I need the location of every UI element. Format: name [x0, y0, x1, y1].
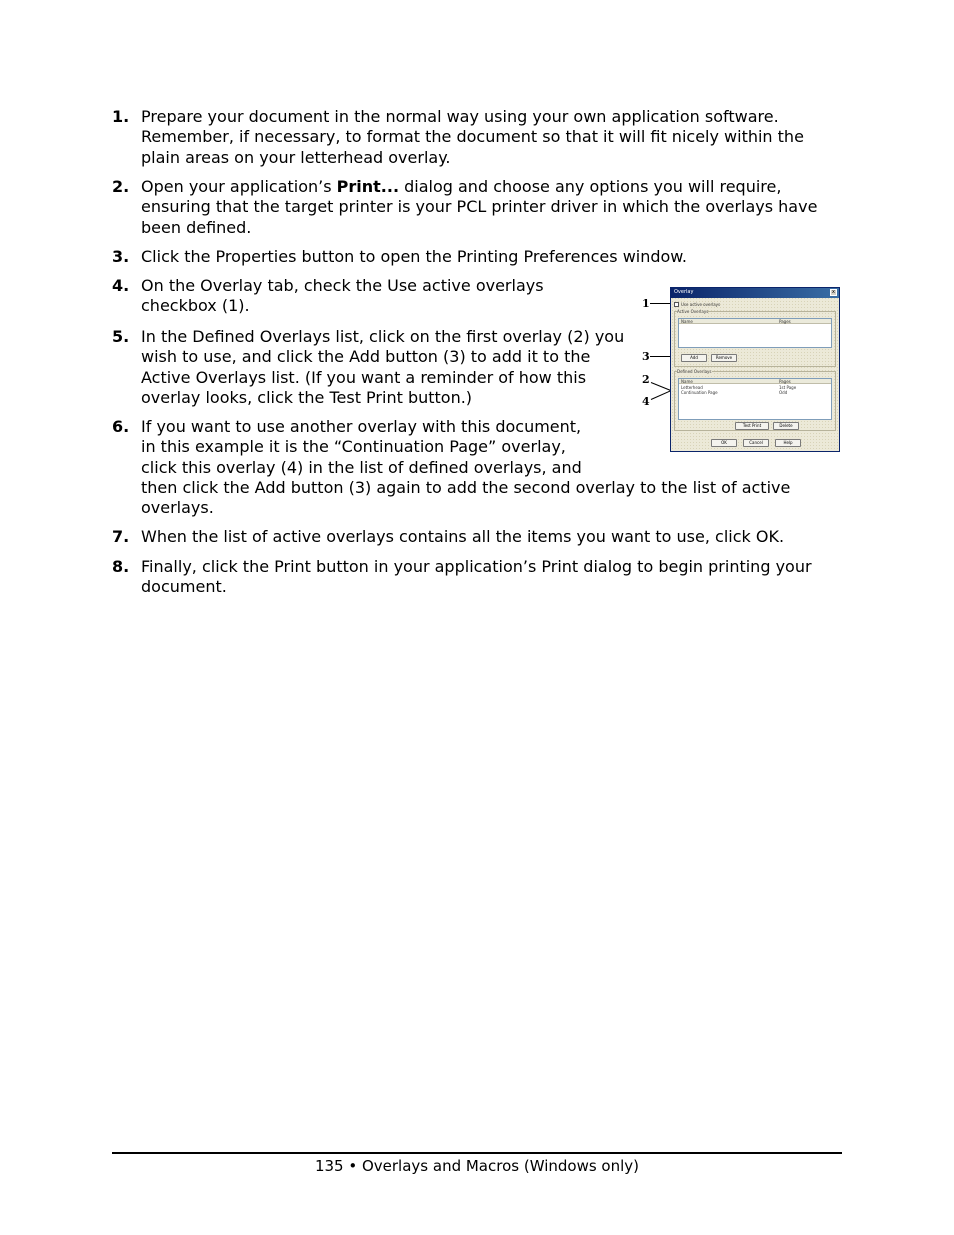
- step-number: 8.: [112, 557, 130, 576]
- overlay-dialog-figure: [640, 286, 842, 454]
- step-text-line: If you want to use another overlay with this document,: [141, 417, 582, 436]
- list-item[interactable]: Continuation Page: [681, 390, 718, 395]
- footer-rule: [112, 1152, 842, 1154]
- step-number: 5.: [112, 327, 130, 346]
- step-text-after: dialog and choose any options you will require, ensuring that the target printer is your PCL printer driver in which the overlays have been defined.: [141, 177, 818, 237]
- step-text-line: then click the Add button (3) again to add the second overlay to the list of active overlays.: [141, 477, 791, 518]
- step-number: 6.: [112, 417, 130, 436]
- column-pages: Pages: [779, 379, 791, 384]
- list-header: [679, 319, 831, 324]
- callout-1-line: [650, 303, 672, 304]
- callout-4: 4: [642, 395, 650, 408]
- step-text: Finally, click the Print button in your application’s Print dialog to begin printing your document.: [141, 557, 812, 597]
- step-text-line: click this overlay (4) in the list of defined overlays, and: [141, 457, 582, 477]
- list-header: [679, 379, 831, 384]
- step-text-line: in this example it is the “Continuation Page” overlay,: [141, 437, 566, 457]
- active-overlays-group: [674, 311, 836, 367]
- column-pages: Pages: [779, 319, 791, 324]
- add-button[interactable]: Add: [681, 354, 707, 362]
- column-name: Name: [681, 319, 693, 324]
- ok-button[interactable]: OK: [711, 439, 737, 447]
- list-item-pages: 1st Page: [779, 385, 797, 390]
- dialog-title-bar: [671, 288, 839, 298]
- step-number: 7.: [112, 527, 130, 546]
- delete-button[interactable]: Delete: [773, 422, 799, 430]
- step-number: 4.: [112, 276, 130, 295]
- cancel-button[interactable]: Cancel: [743, 439, 769, 447]
- dialog-title: Overlay: [674, 289, 694, 295]
- step-number: 2.: [112, 177, 130, 196]
- step-text: On the Overlay tab, check the Use active overlays checkbox (1).: [141, 276, 544, 316]
- step-text: Prepare your document in the normal way using your own application software. Remember, if necessary, to format the document so that it will fit nicely within the plain areas on your letterhead overlay.: [141, 107, 804, 167]
- defined-overlays-group: [674, 371, 836, 431]
- close-icon[interactable]: x: [830, 289, 837, 296]
- print-menu-label: Print...: [336, 177, 400, 196]
- test-print-button[interactable]: Test Print: [735, 422, 769, 430]
- page-footer: 135 • Overlays and Macros (Windows only): [314, 1157, 640, 1175]
- callout-1: 1: [642, 297, 650, 310]
- defined-overlays-group-label: Defined Overlays: [677, 369, 712, 374]
- column-name: Name: [681, 379, 693, 384]
- use-active-overlays-checkbox[interactable]: [674, 302, 679, 307]
- help-button[interactable]: Help: [775, 439, 801, 447]
- active-overlays-group-label: Active Overlays: [677, 309, 709, 314]
- step-text: [141, 177, 841, 238]
- step-text: Click the Properties button to open the Printing Preferences window.: [141, 247, 688, 266]
- callout-3: 3: [642, 350, 650, 363]
- active-overlays-list[interactable]: [678, 318, 832, 348]
- step-number: 1.: [112, 107, 130, 126]
- remove-button[interactable]: Remove: [711, 354, 737, 362]
- step-text-before: Open your application’s: [141, 177, 337, 196]
- defined-overlays-list[interactable]: [678, 378, 832, 420]
- list-item[interactable]: Letterhead: [681, 385, 703, 390]
- use-active-overlays-label: Use active overlays: [681, 302, 721, 307]
- list-item-pages: Odd: [779, 390, 788, 395]
- step-number: 3.: [112, 247, 130, 266]
- step-text: In the Defined Overlays list, click on the first overlay (2) you wish to use, and click the Add button (3) to add it to the Active Overlays list. (If you want a reminder of how this overlay looks, click the Test Print button.): [141, 327, 625, 407]
- callout-4-line: [651, 390, 672, 400]
- step-text: When the list of active overlays contains all the items you want to use, click OK.: [141, 527, 785, 546]
- callout-2: 2: [642, 373, 650, 386]
- overlay-dialog: [670, 287, 840, 452]
